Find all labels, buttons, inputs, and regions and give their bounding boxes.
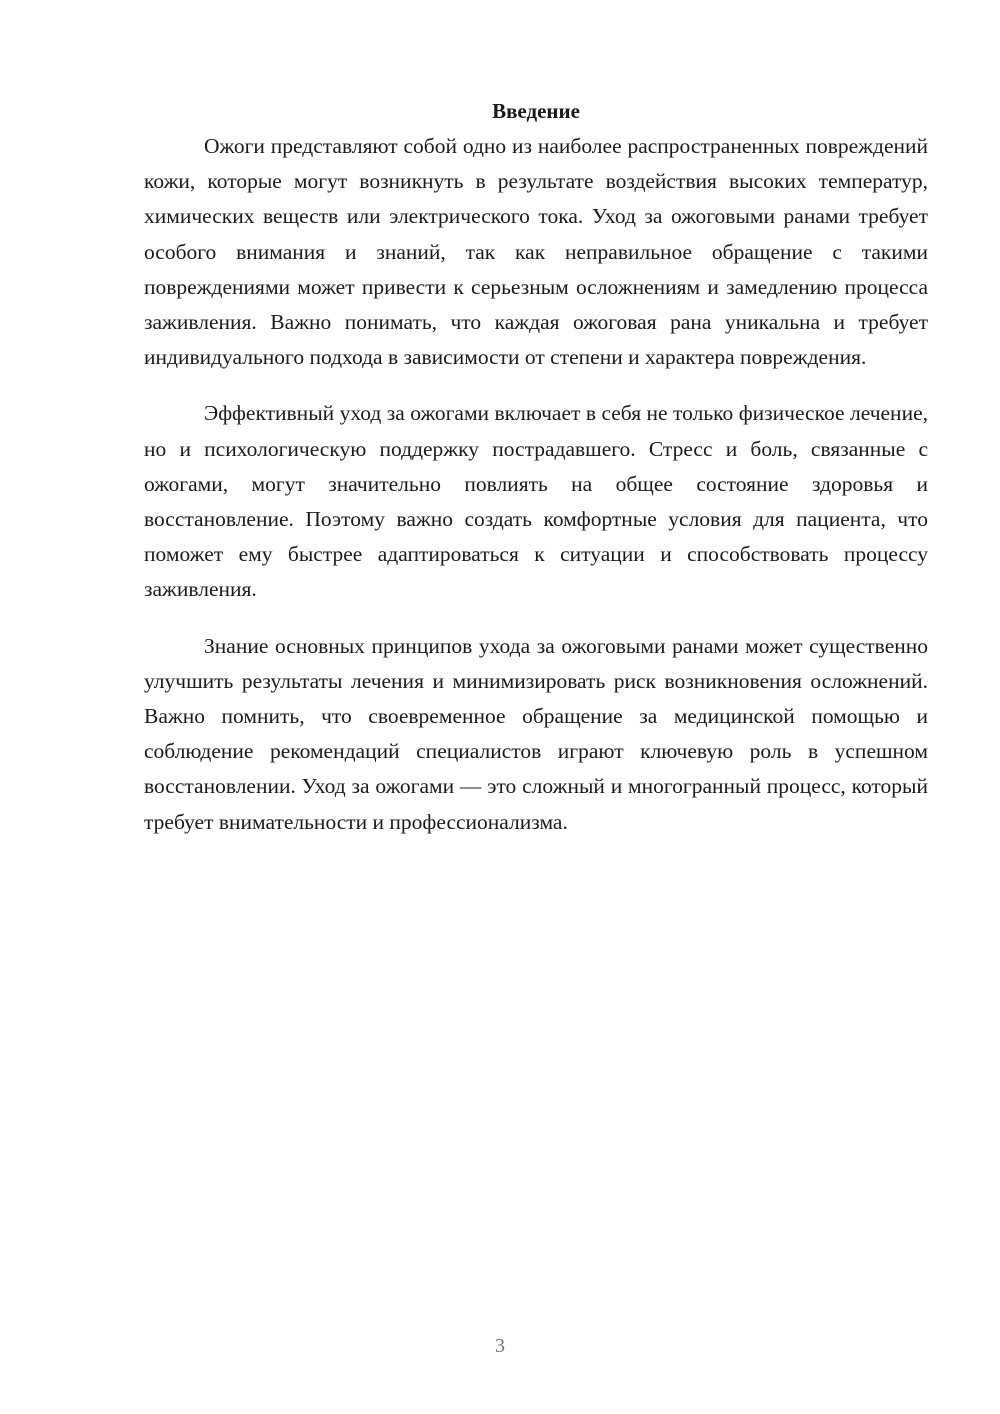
paragraph-1: Ожоги представляют собой одно из наиболее распространенных повреждений кожи, которые могут возникнуть в результате воздействия высоких температур, химических веществ или электрического тока. Уход за ожоговыми ранами требует особого внимания и знаний, так как неправильное обращение с такими повреждениями может привести к серьезным осложнениям и замедлению процесса заживления. Важно понимать, что каждая ожоговая рана уникальна и требует индивидуального подхода в зависимости от степени и характера повреждения. xyxy=(144,134,928,370)
paragraph-3: Знание основных принципов ухода за ожоговыми ранами может существенно улучшить результаты лечения и минимизировать риск возникновения осложнений. Важно помнить, что своевременное обращение за медицинской помощью и соблюдение рекомендаций специалистов играют ключевую роль в успешном восстановлении. Уход за ожогами — это сложный и многогранный процесс, который требует внимательности и профессионализма. xyxy=(144,633,928,834)
page-content xyxy=(144,94,928,840)
paragraph-2: Эффективный уход за ожогами включает в себя не только физическое лечение, но и психологическую поддержку пострадавшего. Стресс и боль, связанные с ожогами, могут значительно повлиять на общее состояние здоровья и восстановление. Поэтому важно создать комфортные условия для пациента, что поможет ему быстрее адаптироваться к ситуации и способствовать процессу заживления. xyxy=(144,401,928,602)
page-number: 3 xyxy=(495,1335,505,1357)
section-title: Введение xyxy=(492,99,580,123)
